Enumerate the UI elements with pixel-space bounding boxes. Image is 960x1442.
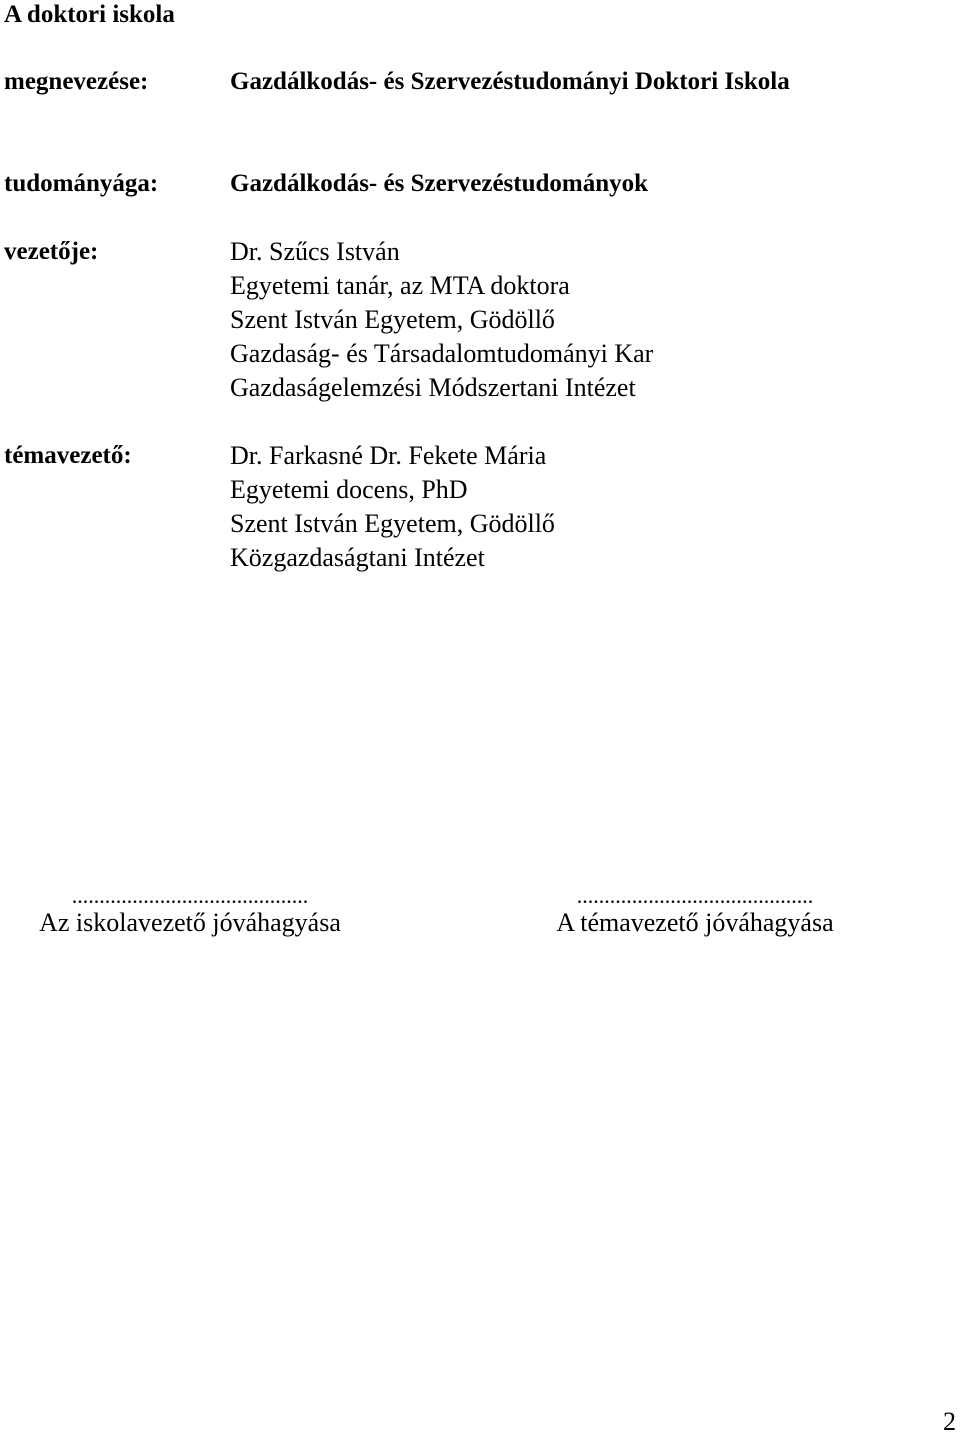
- head-position: Egyetemi tanár, az MTA doktora: [230, 271, 570, 300]
- head-details: [230, 235, 653, 405]
- supervisor-position: Egyetemi docens, PhD: [230, 475, 468, 504]
- school-head-signature: [10, 883, 370, 940]
- signature-line-left: ...........................................: [71, 883, 309, 908]
- head-faculty: Gazdaság- és Társadalomtudományi Kar: [230, 339, 654, 368]
- school-name-label: megnevezése:: [4, 68, 149, 95]
- supervisor-name: Dr. Farkasné Dr. Fekete Mária: [230, 441, 547, 470]
- head-label: vezetője:: [4, 238, 99, 265]
- head-name: Dr. Szűcs István: [230, 237, 400, 266]
- supervisor-details: [230, 439, 555, 575]
- supervisor-approval-label: A témavezető jóváhagyása: [556, 908, 834, 937]
- discipline-value: Gazdálkodás- és Szervezéstudományok: [230, 170, 649, 197]
- signature-line-right: ...........................................: [576, 883, 814, 908]
- head-institute: Gazdaságelemzési Módszertani Intézet: [230, 373, 636, 402]
- supervisor-university: Szent István Egyetem, Gödöllő: [230, 509, 555, 538]
- page-number: 2: [943, 1407, 956, 1436]
- discipline-label: tudományága:: [4, 170, 159, 197]
- school-head-approval-label: Az iskolavezető jóváhagyása: [39, 908, 341, 937]
- supervisor-institute: Közgazdaságtani Intézet: [230, 543, 485, 572]
- supervisor-signature: [515, 883, 875, 940]
- document-title: A doktori iskola: [4, 1, 175, 28]
- head-university: Szent István Egyetem, Gödöllő: [230, 305, 555, 334]
- school-name-value: Gazdálkodás- és Szervezéstudományi Doktori Iskola: [230, 68, 790, 95]
- supervisor-label: témavezető:: [4, 442, 132, 469]
